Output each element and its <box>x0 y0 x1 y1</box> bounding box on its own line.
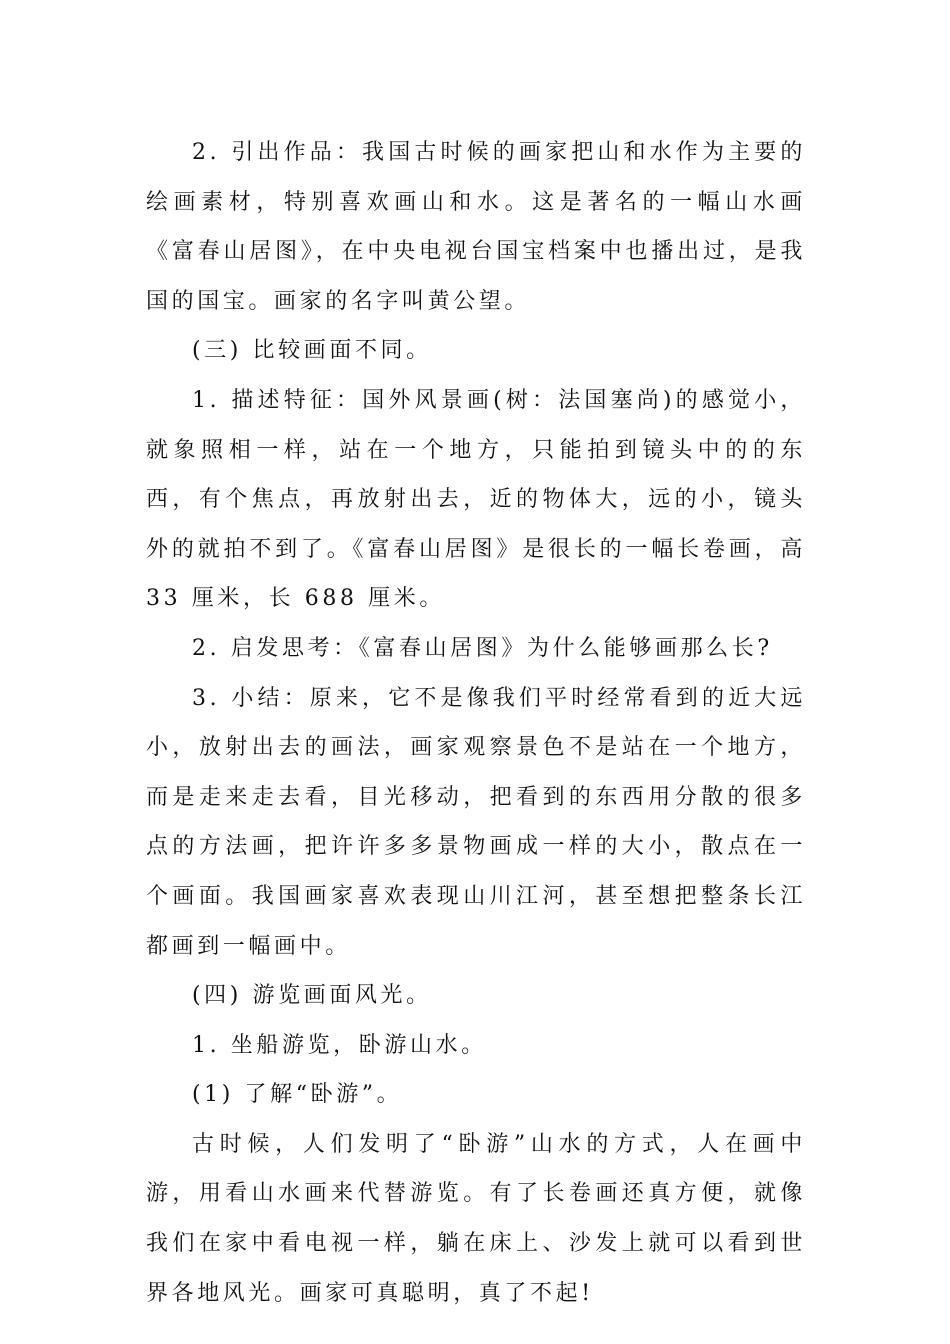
paragraph-describe-features: 1. 描述特征：国外风景画(树：法国塞尚)的感觉小，就象照相一样，站在一个地方，只能拍到镜头中的的东西，有个焦点，再放射出去，近的物体大，远的小，镜头外的就拍不到了。《富春山居图》是很长的一幅长卷画，高 33 厘米，长 688 厘米。 <box>146 387 806 612</box>
document-body <box>146 128 806 1318</box>
paragraph-summary: 3. 小结：原来，它不是像我们平时经常看到的近大远小，放射出去的画法，画家观察景色不是站在一个地方，而是走来走去看，目光移动，把看到的东西用分散的很多点的方法画，把许许多多景物画成一样的大小，散点在一个画面。我国画家喜欢表现山川江河，甚至想把整条长江都画到一幅画中。 <box>146 685 806 959</box>
section-heading-compare: (三) 比较画面不同。 <box>192 338 432 364</box>
paragraph-inspire-thinking: 2. 启发思考：《富春山居图》为什么能够画那么长? <box>192 635 773 661</box>
section-heading-tour: (四) 游览画面风光。 <box>192 983 432 1009</box>
paragraph-understand-woyou: (1) 了解“卧游”。 <box>192 1082 403 1108</box>
paragraph-boat-tour: 1. 坐船游览，卧游山水。 <box>192 1032 487 1058</box>
paragraph-ancient-woyou: 古时候，人们发明了“卧游”山水的方式，人在画中游，用看山水画来代替游览。有了长卷画还真方便，就像我们在家中看电视一样，躺在床上、沙发上就可以看到世界各地风光。画家可真聪明，真了不起! <box>146 1131 806 1306</box>
paragraph-introduce-artwork: 2. 引出作品：我国古时候的画家把山和水作为主要的绘画素材，特别喜欢画山和水。这是著名的一幅山水画《富春山居图》，在中央电视台国宝档案中也播出过，是我国的国宝。画家的名字叫黄公望。 <box>146 140 806 314</box>
